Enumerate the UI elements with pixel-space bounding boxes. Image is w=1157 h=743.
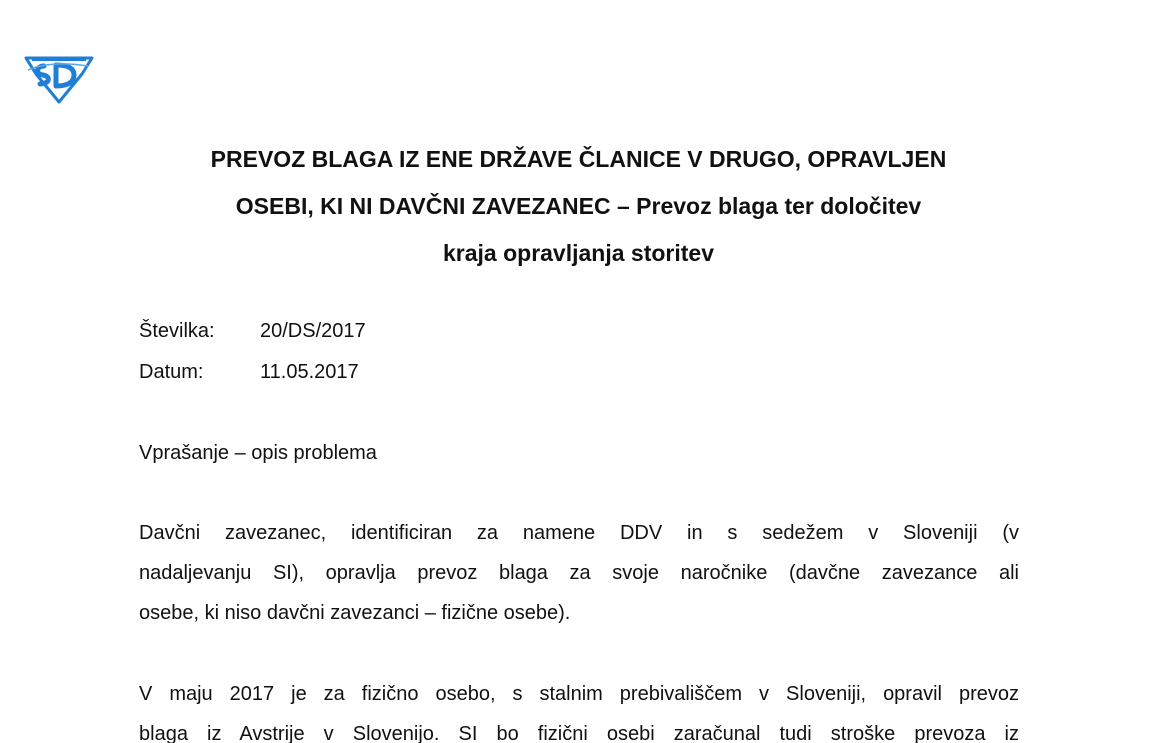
title-line-2: OSEBI, KI NI DAVČNI ZAVEZANEC – Prevoz blaga ter določitev xyxy=(235,193,922,219)
title-line-3: kraja opravljanja storitev xyxy=(442,240,714,266)
paragraph-2 xyxy=(139,674,1019,743)
paragraph-1-line: Davčni zavezanec, identificiran za namene DDV in s sedežem v Sloveniji (v xyxy=(139,522,1019,544)
paragraph-2-line: V maju 2017 je za fizično osebo, s stalnim prebivališčem v Sloveniji, opravil prevoz xyxy=(139,683,1019,705)
document-number-value: 20/DS/2017 xyxy=(260,320,366,342)
title-line-1: PREVOZ BLAGA IZ ENE DRŽAVE ČLANICE V DRUGO, OPRAVLJEN xyxy=(210,146,947,172)
document-number-row xyxy=(139,321,366,341)
paragraph-1 xyxy=(139,513,1019,633)
section-heading: Vprašanje – opis problema xyxy=(139,442,377,464)
document-title xyxy=(120,136,1037,277)
paragraph-2-line: blaga iz Avstrije v Slovenijo. SI bo fizični osebi zaračunal tudi stroške prevoza iz xyxy=(139,723,1019,743)
document-number-label: Številka: xyxy=(139,320,215,342)
document-date-value: 11.05.2017 xyxy=(260,361,359,383)
document-date-row xyxy=(139,362,359,382)
paragraph-1-line: osebe, ki niso davčni zavezanci – fizične osebe). xyxy=(139,602,571,624)
paragraph-1-line: nadaljevanju SI), opravlja prevoz blaga za svoje naročnike (davčne zavezance ali xyxy=(139,562,1019,584)
document-date-label: Datum: xyxy=(139,361,204,383)
sd-logo-icon xyxy=(22,50,96,104)
